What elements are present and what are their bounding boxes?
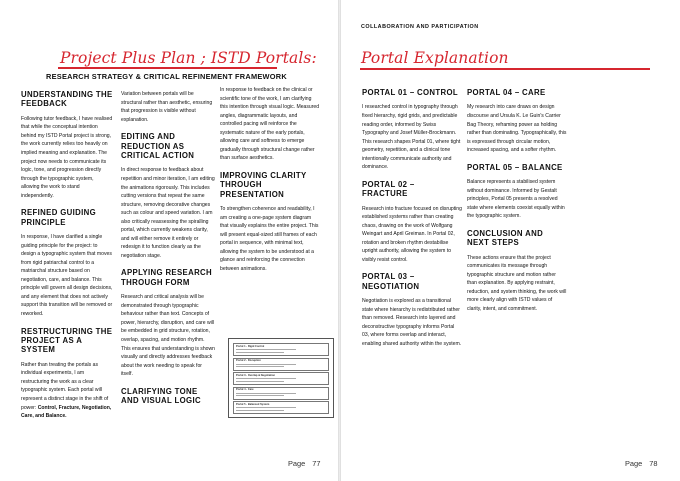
diagram-frame [233, 358, 329, 371]
paragraph: These actions ensure that the project communicates its message through typographic structure and motion rather than explanation. By applying restraint, reduction, and system thinking, the work will more clearly align with ISTD values of clarity, intent, and commitment. [467, 254, 567, 312]
section-heading: REFINED GUIDING PRINCIPLE [21, 208, 96, 227]
page-number-label: Page [625, 459, 643, 468]
diagram-text-line [236, 381, 284, 382]
diagram-text-line [236, 410, 284, 411]
section-heading: APPLYING RESEARCH THROUGH FORM [121, 268, 213, 287]
section-heading: IMPROVING CLARITY THROUGH PRESENTATION [220, 170, 307, 199]
section-heading: RESTRUCTURING THE PROJECT AS A SYSTEM [21, 326, 113, 355]
diagram-frame [233, 343, 329, 356]
paragraph: Variation between portals will be structural rather than aesthetic, ensuring that progression is visible without explanation. [121, 91, 213, 123]
paragraph: Research and critical analysis will be demonstrated through typographic behaviour rather than text. Concepts of power, hierarchy, disruption, and care will be embedded in grid structure, rotation, overlap, spacing, and motion rhythm. This ensures that understanding is shown visually and directly addresses feedback about the work needing to speak for itself. [121, 294, 216, 378]
page-number [625, 459, 658, 468]
paragraph: Balance represents a stabilised system without dominance. Informed by Gestalt principles, Portal 05 presents a resolved state where elements coexist equally within the typographic system. [467, 179, 565, 220]
paragraph: Research into fracture focused on disrupting established systems rather than creating chaos, drawing on the work of Wolfgang Weingart and April Greiman. In Portal 02, rotation and broken rhythm destabilise upright authority, allowing the system to visibly resist control. [362, 205, 462, 263]
system-diagram [228, 338, 334, 418]
section-heading: CLARIFYING TONE AND VISUAL LOGIC [121, 386, 201, 406]
section-heading: PORTAL 05 – BALANCE [467, 162, 563, 172]
text-column-2 [121, 90, 215, 412]
diagram-frame-label: Portal 5 - Balanced System [236, 402, 270, 406]
paragraph-text: Rather than treating the portals as individual experiments, I am restructuring the work as a clear typographic system. Each portal will represent a distinct stage in the shift of power: [21, 361, 109, 411]
paragraph: Negotiation is explored as a transitional state where hierarchy is redistributed rather than removed. Research into layered and deconstructive typography informs Portal 03, where forms overlap and interact, enabling shared authority within the system. [362, 298, 462, 347]
diagram-text-line [236, 395, 284, 396]
text-column-3 [220, 86, 320, 282]
page-77 [0, 0, 338, 481]
diagram-text-line [236, 349, 296, 350]
page-number-label: Page [288, 459, 306, 468]
section-heading: PORTAL 02 – FRACTURE [362, 179, 415, 199]
stage-list: Control, Fracture, Negotiation, Care, and Balance. [21, 404, 112, 420]
diagram-frame-label: Portal 4 - Care [236, 388, 254, 391]
running-header: COLLABORATION AND PARTICIPATION [361, 24, 479, 30]
page-title: Project Plus Plan ; ISTD Portals: [60, 49, 317, 67]
section-heading: UNDERSTANDING THE FEEDBACK [21, 90, 113, 109]
title-underline [360, 68, 650, 70]
paragraph [21, 361, 113, 421]
section-heading: EDITING AND REDUCTION AS CRITICAL ACTION [121, 132, 195, 160]
section-heading: PORTAL 04 – CARE [467, 88, 546, 97]
page-number-value: 78 [649, 459, 658, 468]
text-column-1 [21, 90, 113, 429]
page-subtitle: RESEARCH STRATEGY & CRITICAL REFINEMENT FRAMEWORK [46, 72, 287, 81]
paragraph: I researched control in typography through fixed hierarchy, rigid grids, and predictable reading order, informed by Swiss Typography and Josef Müller-Brockmann. This research shapes Portal 01, where tight geometry, repetition, and a clinical tone intentionally communicate authority and dominance. [362, 104, 461, 171]
section-heading: CONCLUSION AND NEXT STEPS [467, 228, 544, 248]
diagram-text-line [236, 393, 296, 394]
diagram-frame-label: Portal 1 - Rigid Control [236, 344, 265, 348]
diagram-frame-label: Portal 2 - Disruption [236, 359, 261, 362]
diagram-text-line [236, 378, 296, 379]
diagram-text-line [236, 366, 284, 367]
title-underline [58, 67, 277, 69]
diagram-frame [233, 387, 329, 400]
diagram-frame-label: Portal 3 - Overlap & Negotiation [236, 373, 276, 377]
page-number [288, 459, 321, 468]
paragraph: To strengthen coherence and readability, I am creating a one-page system diagram that visually explains the entire project. This will present equal-sized still frames of each portal in sequence, with minimal text, allowing the system to be understood at a glance and reinforcing the connection between animations. [220, 206, 319, 272]
text-column-2 [467, 88, 567, 321]
diagram-text-line [236, 407, 296, 408]
page-number-value: 77 [312, 459, 321, 468]
section-heading: PORTAL 01 – CONTROL [362, 88, 459, 97]
paragraph: Following tutor feedback, I have realised that while the conceptual intention behind my ISTD Portal project is strong, the work currently relies too heavily on implied meaning and explanation. The project now needs to communicate its logic, tone, and progression directly through the typographic system, allowing the work to stand independently. [21, 115, 113, 199]
text-column-1 [362, 88, 462, 357]
paragraph: In response to feedback on the clinical or scientific tone of the work, I am clarifying this intention through visual logic. Measured angles, diagrammatic layouts, and controlled pacing will reinforce the systematic nature of the early portals, allowing care and softness to emerge gradually through structural change rather than surface aesthetics. [220, 87, 320, 162]
section-heading: PORTAL 03 – NEGOTIATION [362, 272, 420, 291]
diagram-text-line [236, 364, 296, 365]
page-78 [341, 0, 680, 481]
paragraph: My research into care draws on design discourse and Ursula K. Le Guin's Carrier Bag Theory, reframing power as holding rather than dominating. Typographically, this is expressed through circular motion, increased spacing, and a softer rhythm. [467, 104, 567, 154]
diagram-frame [233, 372, 329, 385]
paragraph: In response, I have clarified a single guiding principle for the project: to design a typographic system that moves from rigid patriarchal control to a matriarchal structure based on negotiation, care, and balance. This principle will govern all design decisions, and any element that does not actively support this transition will be removed or reworked. [21, 234, 113, 318]
diagram-frame [233, 401, 329, 414]
paragraph: In direct response to feedback about repetition and minor iteration, I am editing the animations rigorously. This includes cutting versions that repeat the same structure, removing decorative changes such as colour and speed variation. I am also critically reassessing the spiralling portal, which currently weakens clarity, and will either remove it entirely or redesign it to function clearly as the negotiation stage. [121, 167, 215, 259]
page-title: Portal Explanation [361, 49, 509, 67]
diagram-text-line [236, 352, 284, 353]
